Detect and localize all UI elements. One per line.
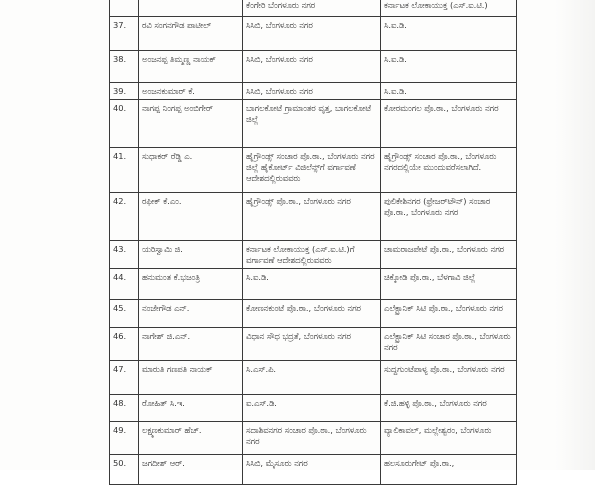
table-row [110, 51, 517, 83]
officer-name-cell: ಹನುಮಂತ ಕೆ.ಭಜಂತ್ರಿ [139, 269, 243, 300]
current-posting-cell: ವಿಧಾನ ಸೌಧ ಭದ್ರತೆ, ಬೆಂಗಳೂರು ನಗರ [243, 328, 381, 361]
officer-name-cell: ಯರಿಸ್ವಾಮಿ ಜಿ. [139, 241, 243, 269]
new-posting-cell: ಸಿ.ಐ.ಡಿ. [381, 17, 517, 51]
table-row [110, 241, 517, 269]
officer-name-cell: ನಂಜೇಗೌಡ ಎನ್. [139, 300, 243, 328]
new-posting-cell: ಪುಲಿಕೇಶಿನಗರ (ಫ್ರೇಜರ್‌ಟೌನ್) ಸಂಚಾರ ಪೊ.ಠಾ., ಬೆಂಗಳೂರು ನಗರ [381, 193, 517, 241]
current-posting-cell: ಸದಾಶಿವನಗರ ಸಂಚಾರ ಪೊ.ಠಾ., ಬೆಂಗಳೂರು ನಗರ [243, 422, 381, 455]
new-posting-cell: ಹೈಗ್ರೌಂಡ್ಸ್ ಸಂಚಾರ ಪೊ.ಠಾ., ಬೆಂಗಳೂರು ನಗರದಲ್ಲಿಯೇ ಮುಂದುವರೆಸಲಾಗಿದೆ. [381, 148, 517, 193]
current-posting-cell: ಸಿ.ಐ.ಡಿ. [243, 269, 381, 300]
table-row [110, 148, 517, 193]
table-row [110, 422, 517, 455]
table-row [110, 328, 517, 361]
table-row [110, 300, 517, 328]
serial-cell: 46. [110, 328, 139, 361]
officer-name-cell: ಮಾರುತಿ ಗಣಪತಿ ನಾಯಕ್ [139, 361, 243, 395]
current-posting-cell: ಸಿ.ಎಸ್.ಪಿ. [243, 361, 381, 395]
current-posting-cell: ಹೈಗ್ರೌಂಡ್ಸ್ ಪೊ.ಠಾ., ಬೆಂಗಳೂರು ನಗರ [243, 193, 381, 241]
serial-cell: 40. [110, 100, 139, 148]
officer-name-cell: ಅಂಜನಕುಮಾರ್ ಕೆ. [139, 83, 243, 100]
transfer-roster-table [109, 0, 517, 485]
officer-name-cell [139, 0, 243, 17]
table-row [110, 0, 517, 17]
new-posting-cell: ಚಾಮರಾಜಪೇಟೆ ಪೊ.ಠಾ., ಬೆಂಗಳೂರು ನಗರ [381, 241, 517, 269]
new-posting-cell: ಹಲಸೂರುಗೇಟ್ ಪೊ.ಠಾ., [381, 455, 517, 485]
scan-shadow [555, 0, 595, 470]
current-posting-cell: ಕರ್ನಾಟಕ ಲೋಕಾಯುಕ್ತ (ಎಸ್.ಐ.ಟಿ.)ಗೆ ವರ್ಗಾವಣೆ ಆದೇಶದಲ್ಲಿರುವವರು [243, 241, 381, 269]
new-posting-cell: ವ್ಯಾಲಿಕಾವಲ್, ಮಲ್ಲೇಶ್ವರಂ, ಬೆಂಗಳೂರು [381, 422, 517, 455]
serial-cell: 49. [110, 422, 139, 455]
serial-cell: 44. [110, 269, 139, 300]
current-posting-cell: ಸಿಸಿಬಿ, ಬೆಂಗಳೂರು ನಗರ [243, 17, 381, 51]
officer-name-cell: ಲಕ್ಷ್ಮಣಕುಮಾರ್ ಹೆಚ್. [139, 422, 243, 455]
new-posting-cell: ಎಲೆಕ್ಟ್ರಾನಿಕ್ ಸಿಟಿ ಸಂಚಾರ ಪೊ.ಠಾ., ಬೆಂಗಳೂರು ನಗರ [381, 328, 517, 361]
officer-name-cell: ಸುಧಾಕರ್ ರೆಡ್ಡಿ ಎ. [139, 148, 243, 193]
serial-cell: 50. [110, 455, 139, 485]
current-posting-cell: ಸಿಸಿಬಿ, ಬೆಂಗಳೂರು ನಗರ [243, 83, 381, 100]
officer-name-cell: ಅಂಜನಪ್ಪ ತಿಮ್ಮಣ್ಣ ನಾಯಕ್ [139, 51, 243, 83]
current-posting-cell: ಕೆಂಗೇರಿ ಬೆಂಗಳೂರು ನಗರ [243, 0, 381, 17]
serial-cell: 42. [110, 193, 139, 241]
current-posting-cell: ಬಾಗಲಕೋಟೆ ಗ್ರಾಮಾಂತರ ವೃತ್ತ, ಬಾಗಲಕೋಟೆ ಜಿಲ್ಲೆ [243, 100, 381, 148]
officer-name-cell: ನಾಗಪ್ಪ ನಿಂಗಪ್ಪ ಅಂಬಿಗೇರ್ [139, 100, 243, 148]
serial-cell: 48. [110, 395, 139, 422]
table-row [110, 193, 517, 241]
current-posting-cell: ಕೋಣನಕುಂಟೆ ಪೊ.ಠಾ., ಬೆಂಗಳೂರು ನಗರ [243, 300, 381, 328]
table-row [110, 17, 517, 51]
serial-cell: 37. [110, 17, 139, 51]
serial-cell: 41. [110, 148, 139, 193]
officer-name-cell: ರಫೀಕ್ ಕೆ.ಎಂ. [139, 193, 243, 241]
new-posting-cell: ಸಿ.ಐ.ಡಿ. [381, 83, 517, 100]
new-posting-cell: ಎಲೆಕ್ಟ್ರಾನಿಕ್ ಸಿಟಿ ಪೊ.ಠಾ., ಬೆಂಗಳೂರು ನಗರ [381, 300, 517, 328]
current-posting-cell: ಹೈಗ್ರೌಂಡ್ಸ್ ಸಂಚಾರ ಪೊ.ಠಾ., ಬೆಂಗಳೂರು ನಗರ ಜಿಲ್ಲೆ ಹೈಕೋರ್ಟ್ ವಿಜಿಲೆನ್ಸ್‌ಗೆ ವರ್ಗಾವಣೆ ಆದೇಶದಲ್ಲಿರುವವರು [243, 148, 381, 193]
new-posting-cell: ಚಿಕ್ಕೋಡಿ ಪೊ.ಠಾ., ಬೆಳಗಾವಿ ಜಿಲ್ಲೆ [381, 269, 517, 300]
table-row [110, 269, 517, 300]
table-row [110, 83, 517, 100]
current-posting-cell: ಸಿಸಿಬಿ, ಮೈಸೂರು ನಗರ [243, 455, 381, 485]
officer-name-cell: ನಾಗೇಶ್ ಜಿ.ಎನ್. [139, 328, 243, 361]
new-posting-cell: ಕರ್ನಾಟಕ ಲೋಕಾಯುಕ್ತ (ಎಸ್.ಐ.ಟಿ.) [381, 0, 517, 17]
officer-name-cell: ಜಗದೀಶ್ ಆರ್. [139, 455, 243, 485]
current-posting-cell: ಐ.ಎಸ್.ಡಿ. [243, 395, 381, 422]
roster-body [110, 0, 517, 485]
serial-cell: 43. [110, 241, 139, 269]
table-row [110, 395, 517, 422]
new-posting-cell: ಸಿ.ಐ.ಡಿ. [381, 51, 517, 83]
serial-cell: 38. [110, 51, 139, 83]
officer-name-cell: ರೋಹಿತ್ ಸಿ.ಇ. [139, 395, 243, 422]
new-posting-cell: ಸುದ್ದಗುಂಟೆಪಾಳ್ಯ ಪೊ.ಠಾ., ಬೆಂಗಳೂರು ನಗರ [381, 361, 517, 395]
new-posting-cell: ಕೋರಮಂಗಲ ಪೊ.ಠಾ., ಬೆಂಗಳೂರು ನಗರ [381, 100, 517, 148]
serial-cell: 47. [110, 361, 139, 395]
serial-cell [110, 0, 139, 17]
table-row [110, 100, 517, 148]
current-posting-cell: ಸಿಸಿಬಿ, ಬೆಂಗಳೂರು ನಗರ [243, 51, 381, 83]
serial-cell: 45. [110, 300, 139, 328]
officer-name-cell: ರವಿ ಸಂಗನಗೌಡ ಪಾಟೀಲ್ [139, 17, 243, 51]
serial-cell: 39. [110, 83, 139, 100]
table-row [110, 361, 517, 395]
new-posting-cell: ಕೆ.ಜಿ.ಹಳ್ಳಿ ಪೊ.ಠಾ., ಬೆಂಗಳೂರು ನಗರ [381, 395, 517, 422]
